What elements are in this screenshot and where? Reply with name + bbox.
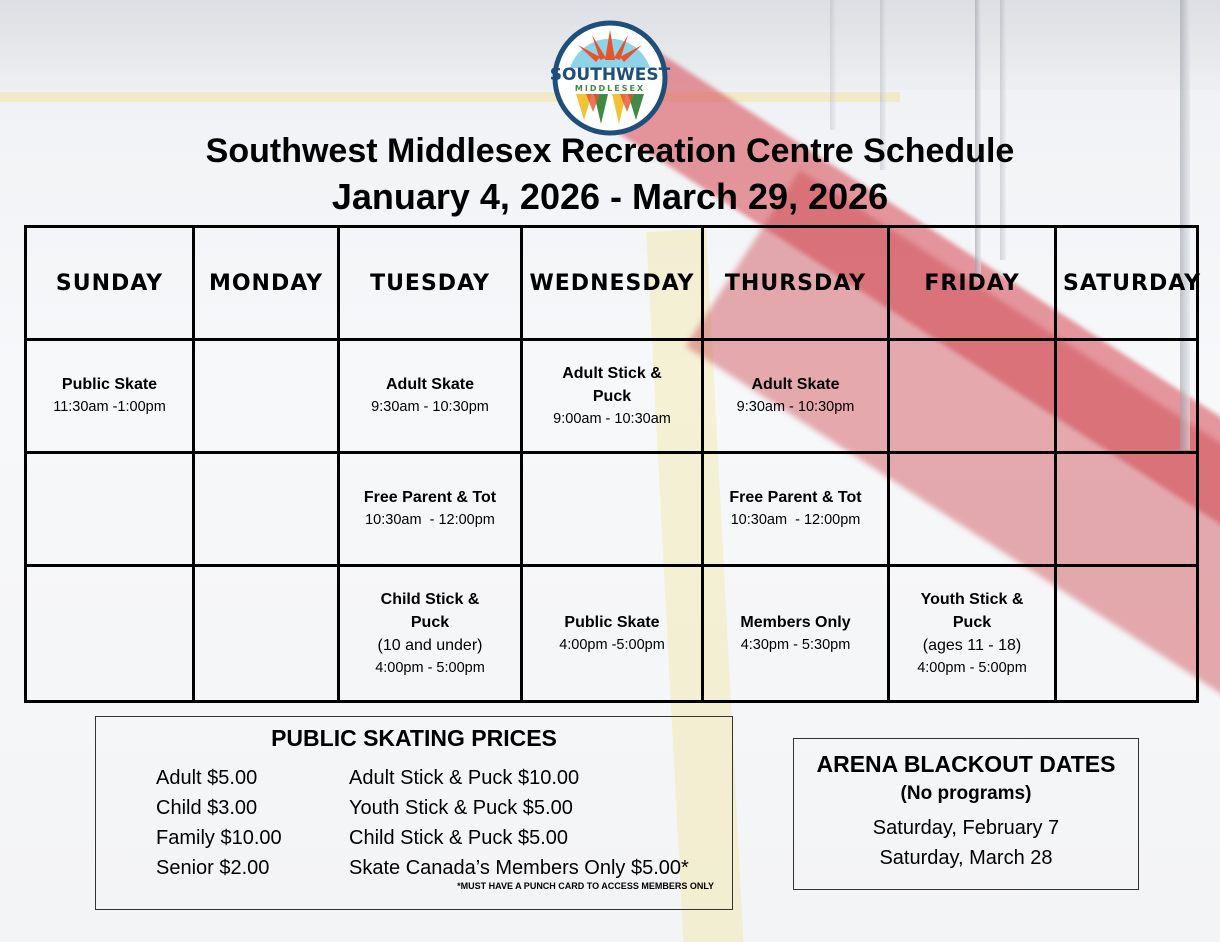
schedule-table <box>24 225 1202 703</box>
blackout-date: Saturday, March 28 <box>879 847 1053 869</box>
prices-heading: PUBLIC SKATING PRICES <box>271 725 557 751</box>
day-header-monday: MONDAY <box>194 227 339 340</box>
day-header-friday: FRIDAY <box>889 227 1056 340</box>
event-name: Adult Stick & Puck <box>562 364 662 405</box>
event-name: Adult Skate <box>751 376 840 393</box>
schedule-cell-sunday <box>26 340 194 453</box>
schedule-cell-sunday <box>26 566 194 702</box>
price-item: Adult $5.00 <box>156 767 258 789</box>
price-item: Skate Canada’s Members Only $5.00* <box>349 857 689 879</box>
schedule-row <box>26 340 1198 453</box>
blackout-heading: ARENA BLACKOUT DATES <box>816 751 1116 777</box>
general-prices-list <box>156 763 282 883</box>
schedule-cell-wednesday <box>522 566 703 702</box>
day-header-row <box>26 227 1198 340</box>
event-time: 4:00pm - 5:00pm <box>917 659 1027 676</box>
event-name: Youth Stick & Puck <box>920 590 1024 631</box>
schedule-cell-saturday <box>1056 566 1198 702</box>
schedule-cell-wednesday <box>522 453 703 566</box>
schedule-cell-tuesday <box>339 566 522 702</box>
svg-text:MIDDLESEX: MIDDLESEX <box>574 84 646 93</box>
day-header-wednesday: WEDNESDAY <box>522 227 703 340</box>
blackout-date: Saturday, February 7 <box>872 817 1060 839</box>
schedule-cell-friday <box>889 340 1056 453</box>
schedule-cell-monday <box>194 566 339 702</box>
price-item: Adult Stick & Puck $10.00 <box>349 767 580 789</box>
event-name: Public Skate <box>61 376 158 393</box>
day-header-tuesday: TUESDAY <box>339 227 522 340</box>
schedule-cell-thursday <box>703 340 889 453</box>
schedule-row <box>26 453 1198 566</box>
svg-text:SOUTHWEST: SOUTHWEST <box>549 65 671 85</box>
schedule-row <box>26 566 1198 702</box>
event-time: 10:30am - 12:00pm <box>365 512 495 528</box>
schedule-cell-tuesday <box>339 340 522 453</box>
schedule-cell-monday <box>194 340 339 453</box>
event-time: 4:30pm - 5:30pm <box>740 636 851 653</box>
southwest-middlesex-logo <box>548 20 672 136</box>
date-range: January 4, 2026 - March 29, 2026 <box>331 176 889 217</box>
schedule-cell-thursday <box>703 566 889 702</box>
schedule-cell-wednesday <box>522 340 703 453</box>
event-name: Public Skate <box>564 613 660 631</box>
event-time: 10:30am - 12:00pm <box>730 512 861 528</box>
blackout-subheading: (No programs) <box>900 783 1032 804</box>
schedule-cell-thursday <box>703 453 889 566</box>
schedule-cell-monday <box>194 453 339 566</box>
schedule-cell-saturday <box>1056 340 1198 453</box>
event-name: Child Stick & Puck <box>380 590 480 631</box>
event-name: Members Only <box>740 613 851 631</box>
event-time: 11:30am -1:00pm <box>53 399 166 415</box>
day-header-saturday: SATURDAY <box>1056 227 1198 340</box>
event-time: 9:30am - 10:30pm <box>371 399 489 415</box>
day-header-thursday: THURSDAY <box>703 227 889 340</box>
price-item: Child $3.00 <box>156 797 258 819</box>
prices-footnote: *MUST HAVE A PUNCH CARD TO ACCESS MEMBERS ONLY <box>457 881 714 891</box>
event-time: 9:30am - 10:30pm <box>736 399 855 415</box>
price-item: Child Stick & Puck $5.00 <box>349 827 568 849</box>
event-time: 4:00pm -5:00pm <box>559 636 665 653</box>
price-item: Family $10.00 <box>156 827 282 849</box>
price-item: Youth Stick & Puck $5.00 <box>349 797 573 819</box>
schedule-cell-sunday <box>26 453 194 566</box>
public-skating-prices-box <box>95 716 733 910</box>
schedule-cell-saturday <box>1056 453 1198 566</box>
price-item: Senior $2.00 <box>156 857 270 879</box>
program-prices-list <box>349 763 689 883</box>
event-note: (ages 11 - 18) <box>922 636 1022 654</box>
day-header-sunday: SUNDAY <box>26 227 194 340</box>
event-name: Free Parent & Tot <box>729 489 862 506</box>
page-title: Southwest Middlesex Recreation Centre Schedule <box>205 132 1015 170</box>
event-time: 9:00am - 10:30am <box>553 410 671 427</box>
event-name: Adult Skate <box>385 376 474 393</box>
event-time: 4:00pm - 5:00pm <box>375 659 485 676</box>
schedule-cell-tuesday <box>339 453 522 566</box>
event-note: (10 and under) <box>377 636 483 654</box>
event-name: Free Parent & Tot <box>363 489 497 506</box>
schedule-cell-friday <box>889 566 1056 702</box>
blackout-dates-box <box>793 738 1139 890</box>
schedule-cell-friday <box>889 453 1056 566</box>
